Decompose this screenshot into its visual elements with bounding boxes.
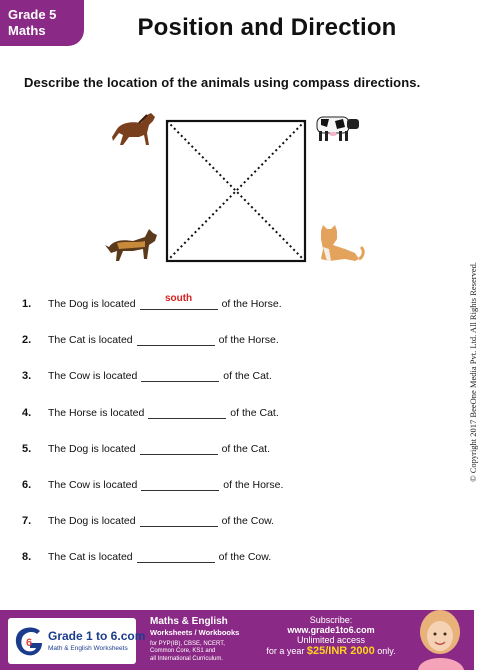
question-prefix: The Dog is located: [48, 515, 136, 528]
horse-icon: [112, 113, 155, 145]
question-number: 5.: [22, 442, 32, 455]
subject-label: Maths: [8, 23, 46, 38]
logo-g-icon: [13, 623, 47, 659]
cow-icon: [317, 117, 359, 141]
question-prefix: The Dog is located: [48, 442, 136, 455]
diagram-svg: [105, 105, 367, 275]
question-number: 4.: [22, 406, 32, 419]
page-title: Position and Direction: [137, 14, 397, 41]
girl-photo-icon: [404, 610, 474, 670]
question-prefix: The Cow is located: [48, 479, 138, 491]
question-suffix: of the Horse.: [221, 298, 282, 310]
question-number: 7.: [22, 515, 32, 528]
question-prefix: The Cow is located: [48, 370, 138, 383]
answer-blank[interactable]: [140, 440, 218, 455]
question-prefix: The Cat is located: [48, 551, 133, 564]
price-line: [256, 645, 406, 657]
subscribe-block: [256, 615, 406, 657]
question-number: 8.: [22, 551, 32, 564]
question-prefix: The Cat is located: [48, 334, 133, 347]
question-number: 1.: [22, 298, 32, 310]
question-row: [22, 292, 282, 310]
logo-name: Grade 1 to 6.com: [48, 629, 146, 643]
question-row: [22, 545, 271, 563]
cat-icon: [321, 225, 363, 261]
question-prefix: The Horse is located: [48, 406, 145, 419]
price-value: $25/INR 2000: [306, 645, 375, 657]
website-link[interactable]: www.grade1to6.com: [287, 625, 375, 635]
question-number: 2.: [22, 334, 32, 347]
price-suffix: only.: [377, 646, 396, 656]
answer-blank[interactable]: [141, 476, 219, 491]
question-row: [22, 401, 279, 419]
answer-blank[interactable]: [141, 367, 219, 382]
question-row: [22, 328, 279, 346]
price-prefix: for a year: [266, 646, 305, 656]
curriculum-line: all International Curriculum.: [150, 655, 224, 662]
copyright-text: © Copyright 2017 BeeOne Media Pvt. Ltd. All Rights Reserved.: [468, 262, 478, 482]
question-suffix: of the Horse.: [223, 479, 284, 491]
question-suffix: of the Cow.: [221, 515, 275, 528]
question-suffix: of the Cow.: [218, 551, 272, 564]
answer-blank[interactable]: [148, 404, 226, 419]
grade-badge: [0, 0, 84, 46]
access-text: Unlimited access: [296, 635, 366, 645]
svg-text:6: 6: [26, 637, 33, 649]
question-suffix: of the Cat.: [223, 370, 272, 383]
offer-subtitle: Worksheets / Workbooks: [150, 628, 240, 637]
footer-offer: [150, 616, 260, 663]
instruction-text: Describe the location of the animals using compass directions.: [24, 75, 421, 90]
subscribe-label: Subscribe:: [309, 615, 353, 625]
curriculum-line: Common Core, KS1 and: [150, 648, 216, 655]
footer-banner: [0, 610, 474, 670]
grade-label: Grade 5: [8, 7, 57, 22]
question-row: [22, 364, 272, 382]
curriculum-line: for PYP(IB), CBSE, NCERT,: [150, 641, 225, 647]
logo-tagline: Math & English Worksheets: [48, 645, 128, 652]
compass-diagram: [105, 105, 367, 275]
question-number: 3.: [22, 370, 32, 383]
answer-blank[interactable]: [137, 548, 215, 563]
curriculum-list: [150, 641, 260, 663]
answer-text: south: [164, 293, 193, 304]
question-suffix: of the Cat.: [230, 406, 279, 419]
question-row: [22, 509, 274, 527]
question-row: [22, 437, 270, 455]
answer-blank[interactable]: [140, 512, 218, 527]
question-row: [22, 473, 283, 491]
offer-title: Maths & English: [150, 616, 228, 627]
question-suffix: of the Horse.: [218, 334, 279, 347]
question-number: 6.: [22, 479, 32, 491]
dog-icon: [105, 229, 157, 261]
question-prefix: The Dog is located: [48, 298, 136, 310]
brand-logo[interactable]: [8, 618, 146, 664]
answer-blank[interactable]: [137, 331, 215, 346]
answer-blank[interactable]: [140, 295, 218, 310]
question-suffix: of the Cat.: [221, 442, 271, 455]
